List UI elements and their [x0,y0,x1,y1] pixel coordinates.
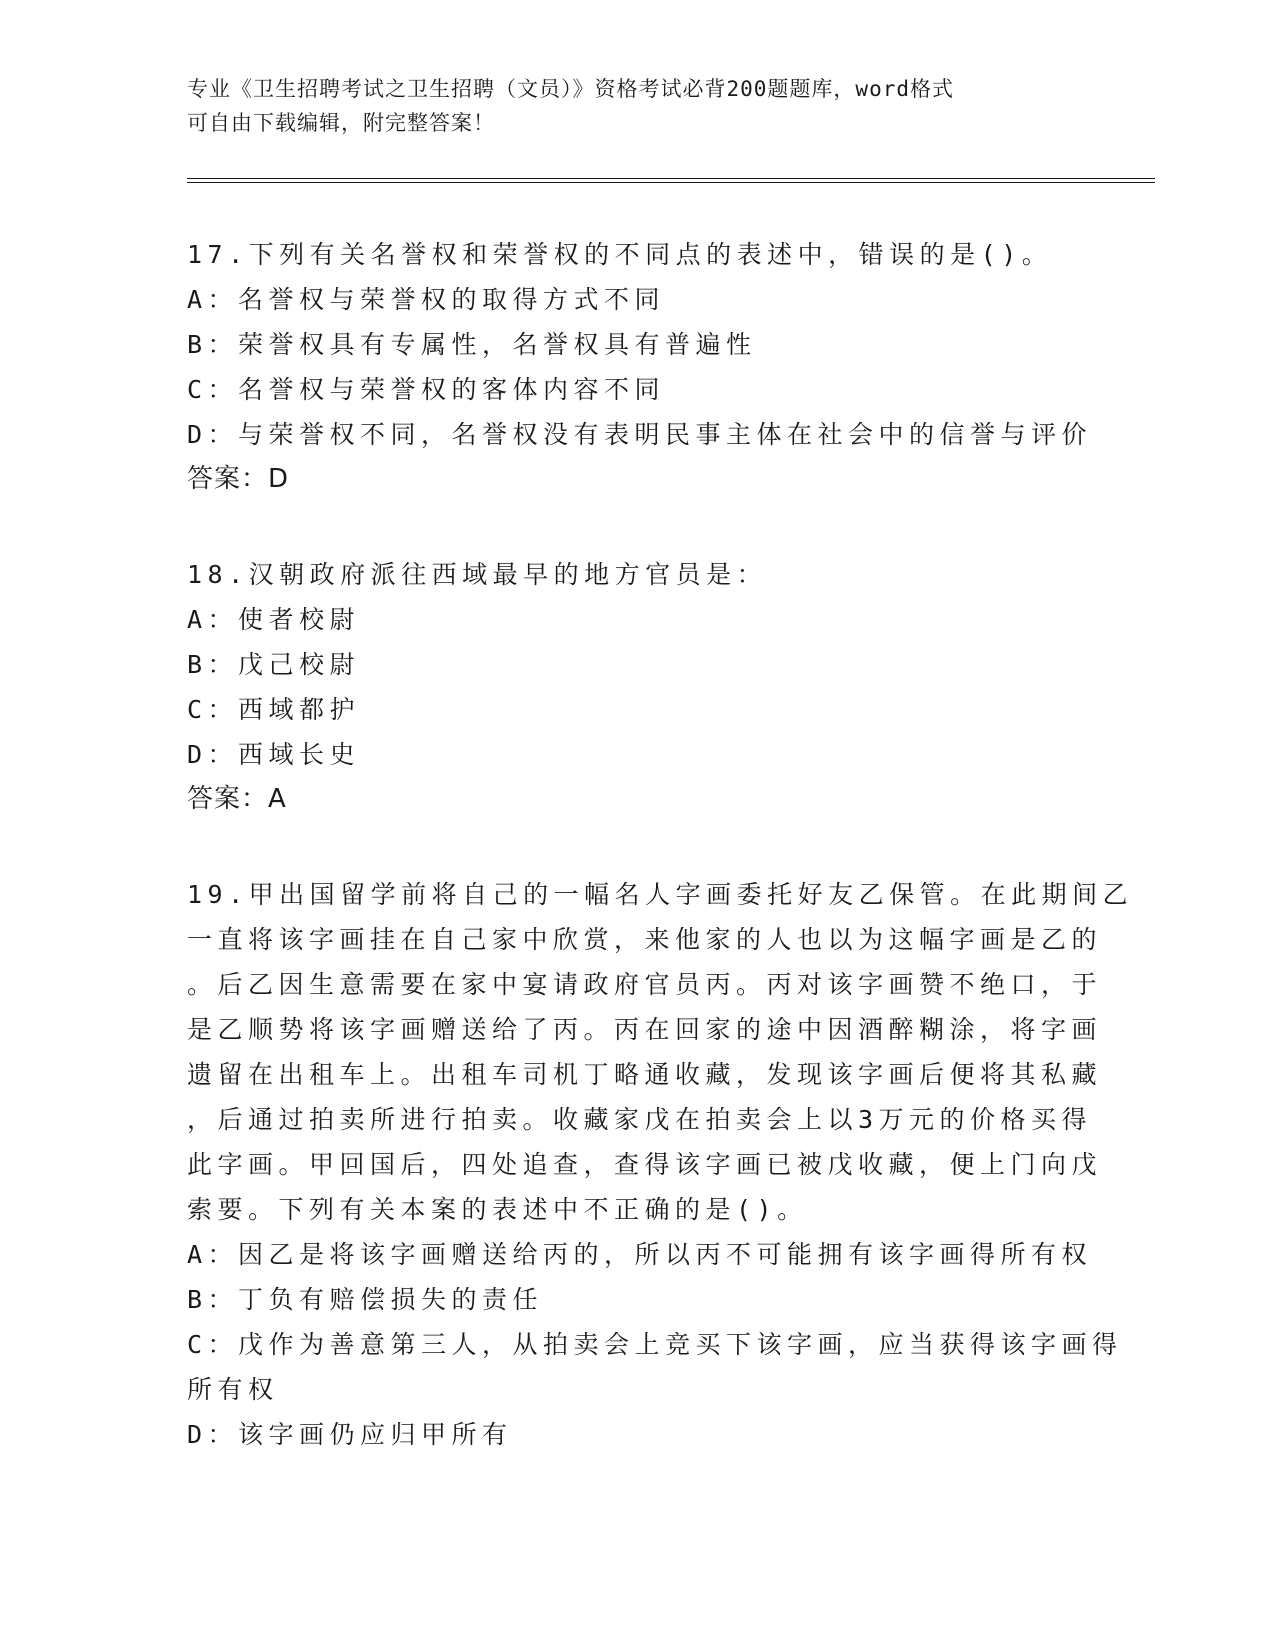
question-stem: 18.汉朝政府派往西域最早的地方官员是： [187,560,768,589]
option-d: D：与荣誉权不同，名誉权没有表明民事主体在社会中的信誉与评价 [187,420,1093,449]
question-19 [187,872,1134,1457]
question-stem-line: 索要。下列有关本案的表述中不正确的是()。 [187,1195,808,1224]
option-c: C：戊作为善意第三人，从拍卖会上竞买下该字画，应当获得该字画得 [187,1330,1123,1359]
header-rule-bottom [187,182,1155,183]
option-d: D：西域长史 [187,740,361,769]
option-c: C：西域都护 [187,695,361,724]
header-line-1: 专业《卫生招聘考试之卫生招聘（文员）》资格考试必背200题题库，word格式 [187,77,954,101]
question-stem-line: 遗留在出租车上。出租车司机丁略通收藏，发现该字画后便将其私藏 [187,1060,1103,1089]
header-line-2: 可自由下载编辑，附完整答案！ [187,111,495,135]
answer-label: 答案：A [187,784,287,814]
question-stem-line: 一直将该字画挂在自己家中欣赏，来他家的人也以为这幅字画是乙的 [187,925,1103,954]
question-stem-line: 19.甲出国留学前将自己的一幅名人字画委托好友乙保管。在此期间乙 [187,880,1134,909]
option-a: A：名誉权与荣誉权的取得方式不同 [187,285,666,314]
question-stem-line: 是乙顺势将该字画赠送给了丙。丙在回家的途中因酒醉糊涂，将字画 [187,1015,1103,1044]
question-18 [187,552,1087,822]
option-d: D：该字画仍应归甲所有 [187,1420,513,1449]
header-rule-top [187,178,1155,179]
option-c: C：名誉权与荣誉权的客体内容不同 [187,375,666,404]
option-c-continued: 所有权 [187,1375,279,1404]
document-header [187,72,1067,140]
option-b: B：丁负有赔偿损失的责任 [187,1285,544,1314]
question-stem-line: 。后乙因生意需要在家中宴请政府官员丙。丙对该字画赞不绝口，于 [187,970,1103,999]
option-a: A：使者校尉 [187,605,361,634]
option-b: B：荣誉权具有专属性，名誉权具有普遍性 [187,330,757,359]
option-a: A：因乙是将该字画赠送给丙的，所以丙不可能拥有该字画得所有权 [187,1240,1093,1269]
answer-label: 答案：D [187,464,290,494]
question-stem-line: ，后通过拍卖所进行拍卖。收藏家戊在拍卖会上以3万元的价格买得 [187,1105,1093,1134]
question-stem: 17.下列有关名誉权和荣誉权的不同点的表述中，错误的是()。 [187,240,1053,269]
question-stem-line: 此字画。甲回国后，四处追查，查得该字画已被戊收藏，便上门向戊 [187,1150,1103,1179]
option-b: B：戊己校尉 [187,650,361,679]
question-17 [187,232,1093,502]
